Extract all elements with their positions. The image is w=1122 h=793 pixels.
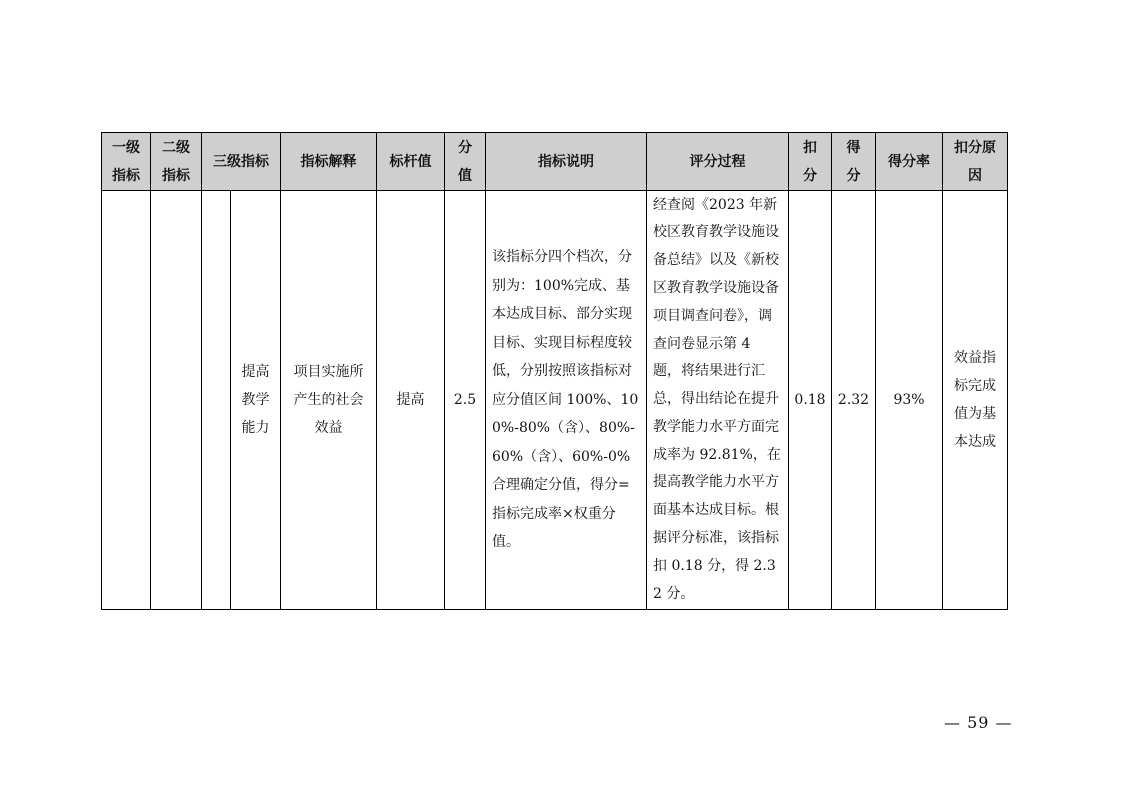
cell-level3-left (202, 191, 231, 610)
header-explain: 指标解释 (281, 133, 377, 191)
cell-level2 (151, 191, 202, 610)
header-rate: 得分率 (876, 133, 943, 191)
cell-score-value: 2.5 (445, 191, 486, 610)
page-number: — 59 — (944, 713, 1013, 732)
header-description: 指标说明 (486, 133, 647, 191)
cell-level3: 提高教学能力 (231, 191, 281, 610)
header-score-value: 分值 (445, 133, 486, 191)
header-gain: 得分 (832, 133, 876, 191)
header-deduct: 扣分 (789, 133, 832, 191)
header-row (102, 133, 1008, 191)
cell-rate: 93% (876, 191, 943, 610)
header-level3: 三级指标 (202, 133, 281, 191)
evaluation-table (101, 132, 1008, 610)
cell-process: 经查阅《2023 年新校区教育教学设施设备总结》以及《新校区教育教学设施设备项目调查问卷》，调查问卷显示第 4 题，将结果进行汇总，得出结论在提升教学能力水平方面完成率为 92.81%，在提高教学能力水平方面基本达成目标。根据评分标准，该指标扣 0.18 分，得 2.32 分。 (647, 191, 789, 610)
header-reason: 扣分原因 (943, 133, 1008, 191)
cell-description: 该指标分四个档次，分别为：100%完成、基本达成目标、部分实现目标、实现目标程度较低，分别按照该指标对应分值区间 100%、100%-80%（含）、80%-60%（含）、60%-0%合理确定分值，得分=指标完成率×权重分值。 (486, 191, 647, 610)
cell-reason: 效益指标完成值为基本达成 (943, 191, 1008, 610)
header-level2: 二级指标 (151, 133, 202, 191)
header-benchmark: 标杆值 (377, 133, 445, 191)
cell-benchmark: 提高 (377, 191, 445, 610)
cell-deduct: 0.18 (789, 191, 832, 610)
header-level1: 一级指标 (102, 133, 151, 191)
cell-level1 (102, 191, 151, 610)
cell-explain: 项目实施所产生的社会效益 (281, 191, 377, 610)
header-process: 评分过程 (647, 133, 789, 191)
table-row (102, 191, 1008, 610)
cell-gain: 2.32 (832, 191, 876, 610)
